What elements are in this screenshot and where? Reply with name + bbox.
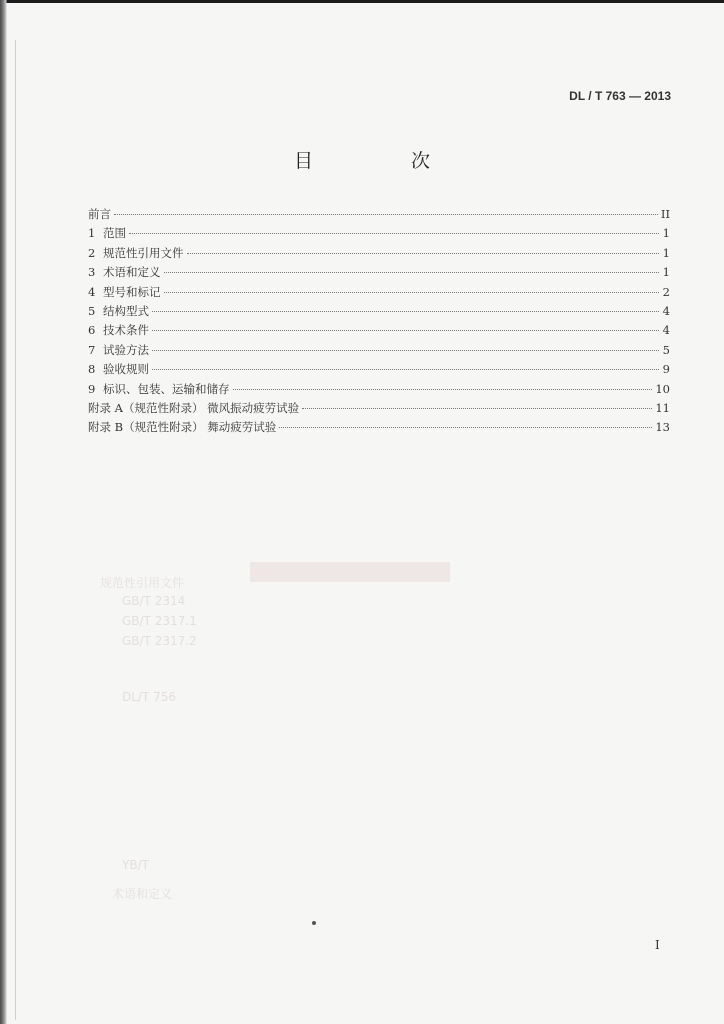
show-through-text: GB/T 2317.1 (122, 614, 197, 628)
toc-entry-label: 范围 (103, 226, 126, 241)
toc-entry-page: 4 (662, 303, 670, 318)
toc-entry-page: 1 (662, 245, 670, 260)
toc-entry-number: 9 (88, 381, 96, 396)
leader-dots (152, 369, 659, 370)
toc-entry-page: II (660, 207, 670, 221)
toc-entry-number: 2 (88, 245, 96, 260)
toc-entry-page: 9 (662, 362, 670, 377)
toc-entry-9[interactable] (88, 381, 670, 400)
leader-dots (302, 408, 652, 409)
leader-dots (233, 389, 653, 390)
toc-entry-number: 3 (88, 265, 96, 280)
toc-entry-8[interactable] (88, 361, 670, 380)
leader-dots (164, 292, 660, 293)
toc-entry-number: 7 (88, 342, 96, 357)
leader-dots (279, 427, 652, 428)
toc-entry-page: 1 (662, 265, 670, 280)
toc-entry-1[interactable] (88, 225, 670, 244)
toc-entry-2[interactable] (88, 245, 670, 264)
toc-entry-page: 13 (655, 420, 670, 435)
toc-entry-appendix-a[interactable] (88, 400, 670, 419)
toc-entry-number: 5 (88, 303, 96, 318)
show-through-text: 规范性引用文件 (100, 576, 185, 590)
toc-entry-page: 11 (655, 400, 670, 415)
toc-entry-label: 试验方法 (103, 342, 149, 357)
toc-entry-7[interactable] (88, 342, 670, 361)
toc-entry-number: 1 (88, 226, 96, 241)
toc-entry-label: 附录 B（规范性附录） 舞动疲劳试验 (88, 420, 277, 435)
toc-entry-label: 附录 A（规范性附录） 微风振动疲劳试验 (88, 400, 300, 415)
leader-dots (164, 272, 660, 273)
leader-dots (152, 311, 659, 312)
toc-entry-number: 6 (88, 323, 96, 338)
toc-entry-label: 结构型式 (103, 303, 149, 318)
leader-dots (152, 330, 659, 331)
standard-code-header: DL / T 763 — 2013 (569, 89, 671, 103)
toc-entry-label: 技术条件 (103, 323, 149, 338)
page-number: I (655, 938, 660, 952)
scan-top-edge (0, 0, 724, 3)
leader-dots (152, 350, 659, 351)
toc-entry-number: 8 (88, 362, 96, 377)
table-of-contents (88, 206, 670, 439)
toc-entry-label: 标识、包装、运输和储存 (103, 381, 230, 396)
toc-entry-5[interactable] (88, 303, 670, 322)
show-through-text: GB/T 2317.2 (122, 634, 197, 648)
toc-entry-label: 型号和标记 (103, 284, 161, 299)
leader-dots (129, 233, 659, 234)
scan-speck (312, 921, 316, 925)
toc-entry-label: 验收规则 (103, 362, 149, 377)
toc-entry-6[interactable] (88, 322, 670, 341)
toc-entry-3[interactable] (88, 264, 670, 283)
show-through-text: YB/T (122, 858, 149, 872)
page-title: 目 次 (293, 150, 477, 172)
leader-dots (114, 214, 658, 215)
toc-entry-page: 4 (662, 323, 670, 338)
show-through-text: 术语和定义 (112, 887, 173, 901)
show-through-smudge (250, 562, 450, 582)
toc-entry-label: 前言 (88, 207, 111, 221)
leader-dots (187, 253, 660, 254)
toc-entry-page: 2 (662, 284, 670, 299)
show-through-text: GB/T 2314 (122, 594, 186, 608)
toc-entry-appendix-b[interactable] (88, 419, 670, 438)
toc-entry-page: 5 (662, 342, 670, 357)
toc-entry-4[interactable] (88, 284, 670, 303)
toc-entry-page: 1 (662, 226, 670, 241)
page-spine-line (15, 40, 16, 1020)
toc-entry-label: 规范性引用文件 (103, 245, 184, 260)
toc-entry-page: 10 (655, 381, 670, 396)
toc-entry-number: 4 (88, 284, 96, 299)
toc-entry-label: 术语和定义 (103, 265, 161, 280)
toc-entry-foreword[interactable] (88, 206, 670, 225)
show-through-text: DL/T 756 (122, 690, 177, 704)
